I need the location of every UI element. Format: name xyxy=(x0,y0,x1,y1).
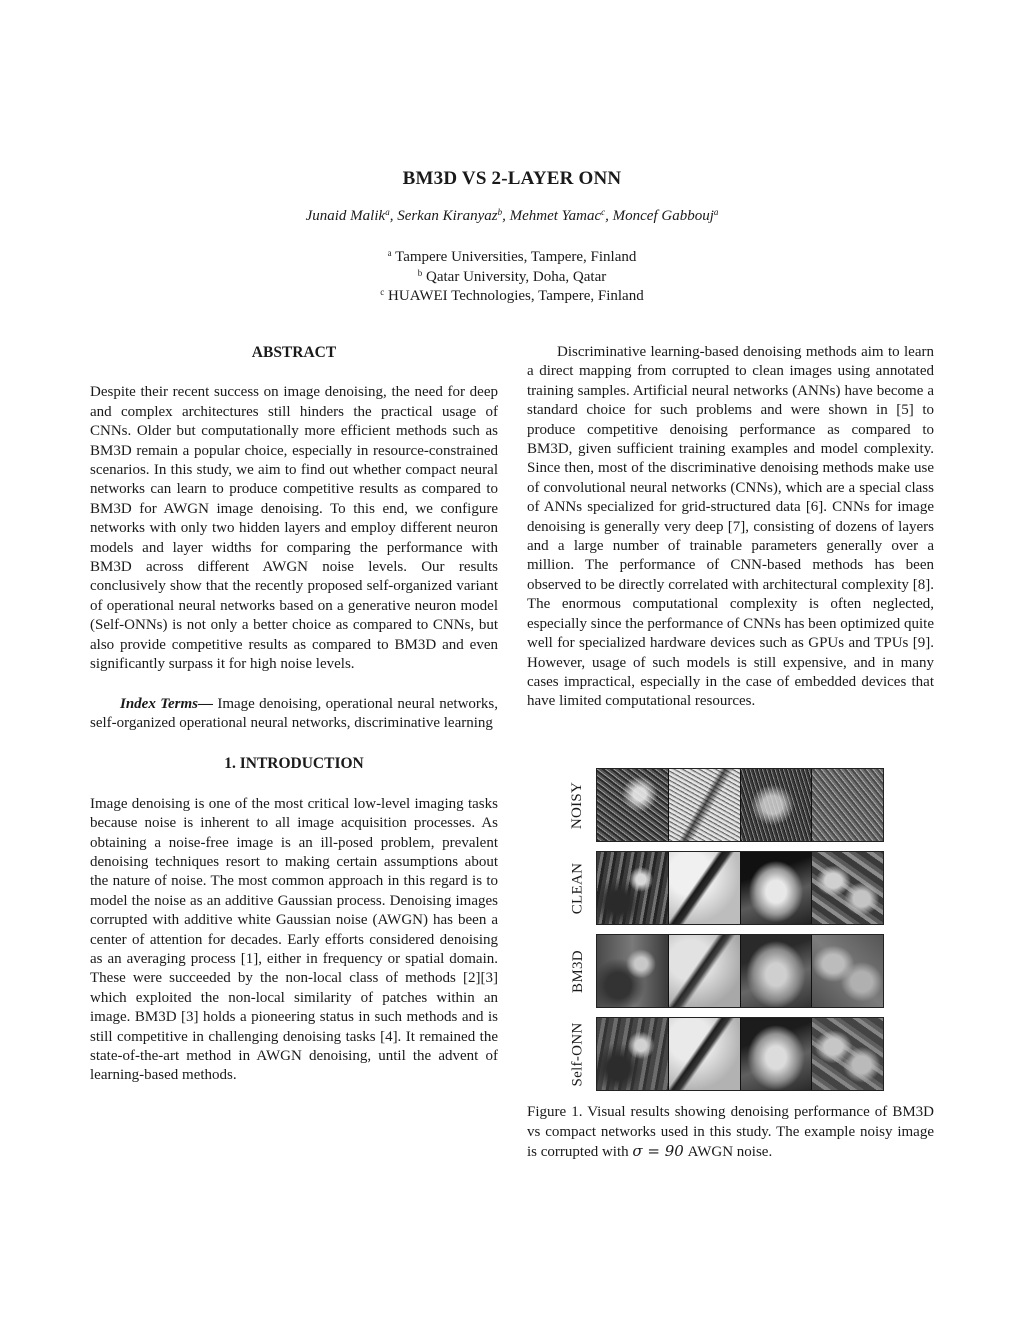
image-tile xyxy=(812,769,883,841)
author-affil-mark: a xyxy=(385,207,390,217)
image-tile xyxy=(597,935,669,1007)
image-tile xyxy=(597,769,669,841)
author-name: Serkan Kiranyaz xyxy=(397,208,498,224)
affiliation: $^c$ HUAWEI Technologies, Tampere, Finland xyxy=(380,287,644,304)
self-onn-image-row xyxy=(596,1017,884,1091)
left-column xyxy=(90,343,498,1086)
author-affil-mark: a xyxy=(713,207,719,217)
row-label-clean: CLEAN xyxy=(569,862,586,914)
author-list: Junaid Malik$^a$, Serkan Kiranyaz$^b$, Mehmet Yamac$^c$, Moncef Gabbouj$^a$ xyxy=(305,207,719,224)
row-label-self-onn: Self-ONN xyxy=(569,1021,586,1087)
image-tile xyxy=(597,852,669,924)
affiliation: $^b$ Qatar University, Doha, Qatar xyxy=(417,267,607,285)
image-tile xyxy=(741,935,813,1007)
author-name: Mehmet Yamac xyxy=(509,208,602,224)
row-label-noisy: NOISY xyxy=(569,781,586,829)
author-affil-mark: b xyxy=(497,207,503,217)
figure-1 xyxy=(560,768,890,1090)
row-label-bm3d: BM3D xyxy=(569,949,586,993)
image-tile xyxy=(669,935,741,1007)
image-tile xyxy=(741,1018,813,1090)
index-terms-text: Image denoising, operational neural networks, self-organized operational neural networks, discriminative learning xyxy=(90,695,499,731)
author-name: Moncef Gabbouj xyxy=(612,208,714,224)
author-affil-mark: c xyxy=(601,207,606,217)
bm3d-image-row xyxy=(596,934,884,1008)
image-tile xyxy=(669,1018,741,1090)
figure-caption: Figure 1. Visual results showing denoising performance of BM3D vs compact networks used in this study. The example noisy image is corrupted with σ = 90 AWGN noise. xyxy=(527,1104,934,1160)
author-name: Junaid Malik xyxy=(305,208,386,224)
right-paragraph: Discriminative learning-based denoising methods aim to learn a direct mapping from corrupted to clean images using annotated training samples. Artificial neural networks (ANNs) have become a standard choice for such problems and were shown in [5] to produce competitive denoising performance as compared to BM3D, given sufficient training examples and model complexity. Since then, most of the discriminative denoising methods make use of convolutional neural networks (CNNs), which are a special class of ANNs specialized for grid-structured data [6]. CNNs for image denoising is generally very deep [7], consisting of dozens of layers and a large number of trainable parameters generally over a million. The performance of CNN-based methods has been observed to be directly correlated with architectural complexity [8]. The enormous computational complexity is often neglected, especially since the performance of CNNs has been optimized quite well for specialized hardware devices such as GPUs and TPUs [9]. However, usage of such models is still expensive, and in many cases impractical, especially in the case of embedded devices that have limited computational resources. xyxy=(527,344,934,710)
image-tile xyxy=(669,852,741,924)
caption-math: σ = 90 xyxy=(632,1142,684,1160)
introduction-text: Image denoising is one of the most critical low-level imaging tasks because noise is inherent to all image acquisition processes. As obtaining a noise-free image is an ill-posed problem, prevalent denoising techniques resort to making certain assumptions about the nature of noise. The most common approach in this regard is to model the noise as an additive Gaussian process. Denoising images corrupted with additive white Gaussian noise (AWGN) has been a center of attention for decades. Early efforts considered denoising as an averaging process [1], either in frequency or spatial domain. These were succeeded by the non-local class of methods [2][3] which exploited the non-local similarity of patches within an image. BM3D [3] holds a pioneering status in such methods and is still competitive in challenging denoising tasks [4]. It remained the state-of-the-art method in AWGN denoising, until the advent of learning-based methods. xyxy=(90,795,498,1084)
index-terms-label: Index Terms— xyxy=(120,695,213,712)
clean-image-row xyxy=(596,851,884,925)
image-tile xyxy=(812,935,883,1007)
affiliation-list xyxy=(0,248,1024,307)
paper-title: BM3D VS 2-LAYER ONN xyxy=(402,168,622,189)
image-tile xyxy=(741,852,813,924)
right-column xyxy=(527,343,934,712)
introduction-heading: 1. INTRODUCTION xyxy=(224,755,364,773)
image-tile xyxy=(669,769,741,841)
image-tile xyxy=(741,769,813,841)
image-tile xyxy=(812,852,883,924)
noisy-image-row xyxy=(596,768,884,842)
image-tile xyxy=(812,1018,883,1090)
index-terms xyxy=(90,695,498,734)
image-tile xyxy=(597,1018,669,1090)
abstract-heading: ABSTRACT xyxy=(251,344,337,361)
abstract-text: Despite their recent success on image denoising, the need for deep and complex architectures still hinders the practical usage of CNNs. Older but computationally more efficient methods such as BM3D remain a popular choice, especially in resource-constrained scenarios. In this study, we aim to find out whether compact neural networks can learn to produce competitive results as compared to BM3D for AWGN image denoising. To this end, we configure networks with only two hidden layers and employ different neuron models and layer widths for comparing the performance with BM3D across different AWGN noise levels. Our results conclusively show that the recently proposed self-organized variant of operational neural networks based on a generative neuron model (Self-ONNs) is not only a better choice as compared to CNNs, but also provide competitive results as compared to BM3D and even significantly surpass it for high noise levels. xyxy=(90,384,498,673)
affiliation: $^a$ Tampere Universities, Tampere, Finland xyxy=(387,248,637,265)
